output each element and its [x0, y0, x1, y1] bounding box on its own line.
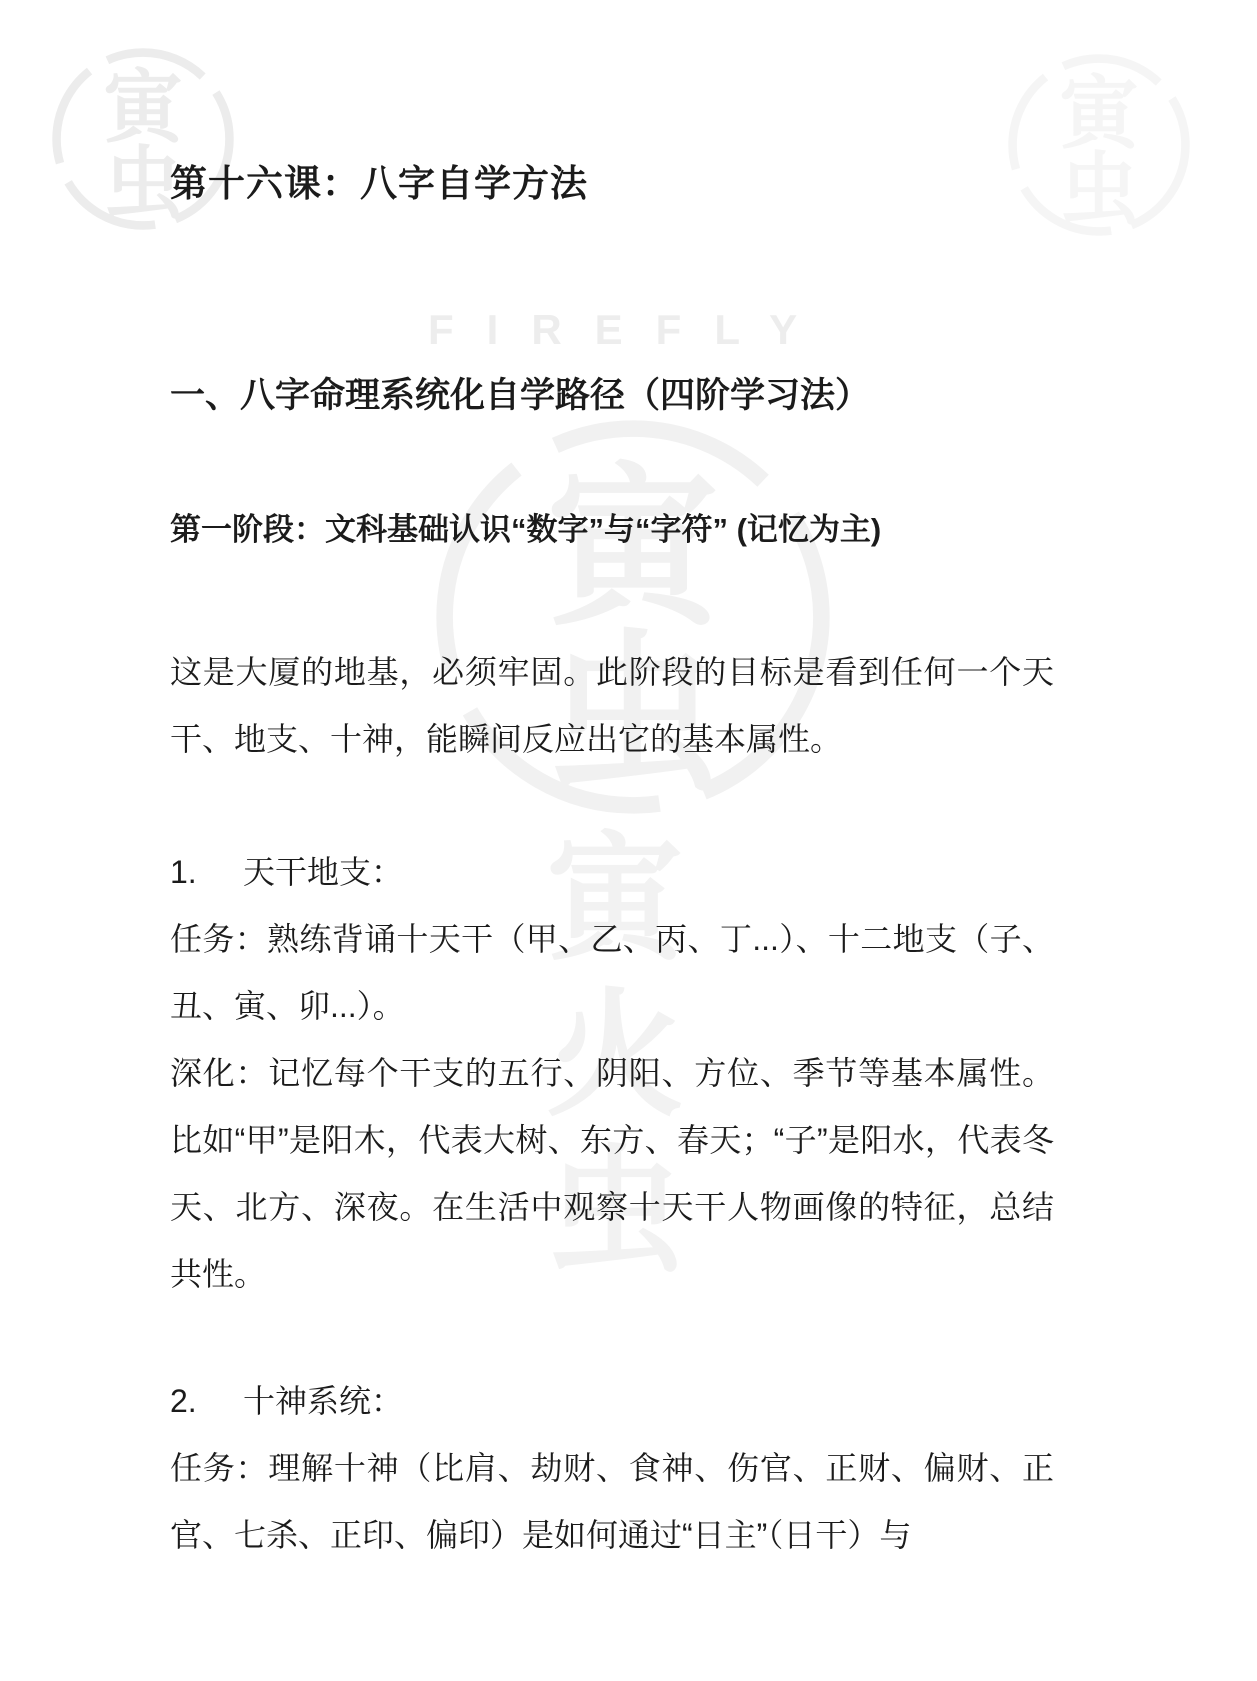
seal-bottom-char: 虫	[546, 617, 720, 812]
page-title: 第十六课：八字自学方法	[170, 163, 588, 204]
list-item-paragraph: 任务：理解十神（比肩、劫财、食神、伤官、正财、偏财、正官、七杀、正印、偏印）是如何通过“日主”（日干）与	[170, 1450, 1054, 1553]
list-item-number: 1.	[170, 854, 197, 890]
firefly-text-watermark: FIREFLY	[428, 306, 831, 353]
intro-paragraph: 这是大厦的地基，必须牢固。此阶段的目标是看到任何一个天干、地支、十神，能瞬间反应出它的基本属性。	[170, 654, 1054, 757]
list-item-header	[170, 1368, 1054, 1435]
seal-top-char: 寅	[1059, 69, 1139, 159]
list-item-tiangan-dizhi	[170, 839, 1054, 1308]
seal-top-char: 寅	[546, 451, 720, 646]
list-item-header	[170, 839, 1054, 906]
vertical-watermark-char: 火	[545, 979, 684, 1133]
vertical-watermark-char: 虫	[545, 1135, 684, 1289]
list-item-number: 2.	[170, 1383, 197, 1419]
list-item-paragraph: 深化：记忆每个干支的五行、阴阳、方位、季节等基本属性。比如“甲”是阳木，代表大树、东方、春天；“子”是阳水，代表冬天、北方、深夜。在生活中观察十天干人物画像的特征，总结共性。	[170, 1055, 1054, 1292]
seal-bottom-char: 虫	[1059, 145, 1139, 235]
section-heading: 一、八字命理系统化自学路径（四阶学习法）	[170, 376, 871, 415]
list-item-title: 天干地支：	[243, 854, 404, 890]
seal-bottom-char: 虫	[103, 139, 183, 229]
document-page	[170, 0, 1054, 1569]
list-item-paragraph: 任务：熟练背诵十天干（甲、乙、丙、丁...）、十二地支（子、丑、寅、卯...）。	[170, 921, 1054, 1024]
stage-heading: 第一阶段：文科基础认识“数字”与“字符” (记忆为主)	[170, 512, 882, 547]
vertical-watermark-char: 寅	[545, 823, 684, 977]
list-item-shishen-xitong	[170, 1368, 1054, 1569]
list-item-title: 十神系统：	[243, 1383, 404, 1419]
seal-top-char: 寅	[103, 63, 183, 153]
